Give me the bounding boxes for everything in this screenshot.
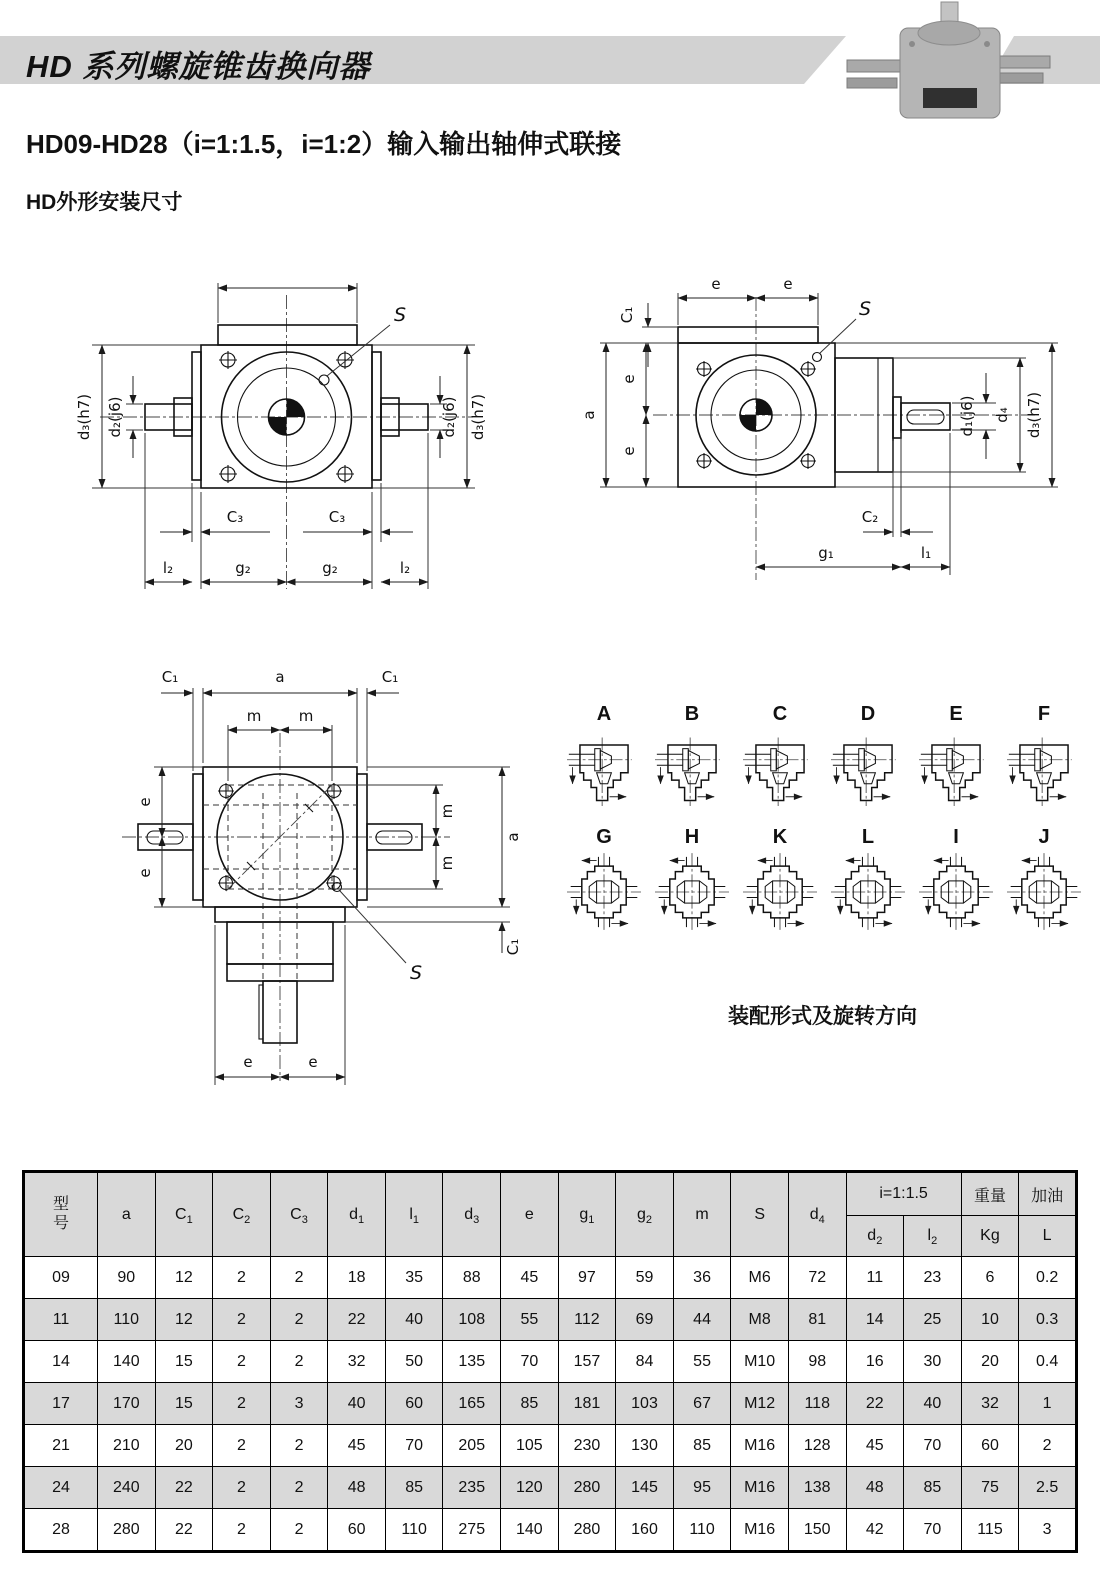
table-cell: 97	[558, 1257, 616, 1299]
table-cell: 15	[155, 1341, 213, 1383]
table-cell: 32	[961, 1383, 1019, 1425]
table-cell: 150	[788, 1509, 846, 1552]
assembly-form-icon	[831, 727, 905, 811]
assembly-form-icon	[1007, 850, 1081, 934]
assembly-form-icon	[567, 850, 641, 934]
table-cell: 138	[788, 1467, 846, 1509]
table-cell: 3	[270, 1383, 328, 1425]
table-cell: M10	[731, 1341, 789, 1383]
table-cell: 75	[961, 1467, 1019, 1509]
dim-label-d4: d₄	[993, 407, 1011, 423]
table-cell: 15	[155, 1383, 213, 1425]
table-cell: 235	[443, 1467, 501, 1509]
header-oil: 加油	[1019, 1172, 1077, 1216]
dim-label-d1: d₁(j6)	[958, 395, 976, 437]
table-row-14	[24, 1341, 1077, 1383]
dim-label-m: m	[438, 803, 456, 819]
dim-label-l1: l₁	[920, 544, 932, 562]
dim-label-g2: g₂	[235, 559, 251, 577]
table-header-cell: $g_2$	[616, 1172, 674, 1257]
dim-label-e: e	[308, 1053, 318, 1071]
table-cell: 36	[673, 1257, 731, 1299]
table-cell: 85	[501, 1383, 559, 1425]
dim-label-e: e	[136, 868, 154, 878]
table-cell: 20	[961, 1341, 1019, 1383]
assembly-form-D	[824, 703, 912, 816]
table-cell: 40	[385, 1299, 443, 1341]
table-cell: 2	[270, 1509, 328, 1552]
header-weight: 重量	[961, 1172, 1019, 1216]
table-cell: 70	[904, 1509, 962, 1552]
table-cell: 69	[616, 1299, 674, 1341]
table-cell: 84	[616, 1341, 674, 1383]
table-cell: 1	[1019, 1383, 1077, 1425]
table-cell: 2	[1019, 1425, 1077, 1467]
table-cell: 140	[98, 1341, 156, 1383]
table-cell: 22	[155, 1509, 213, 1552]
table-cell: 60	[961, 1425, 1019, 1467]
table-cell: 50	[385, 1341, 443, 1383]
table-row-11	[24, 1299, 1077, 1341]
table-cell: 0.2	[1019, 1257, 1077, 1299]
table-cell: 32	[328, 1341, 386, 1383]
table-cell: 22	[846, 1383, 904, 1425]
table-cell: 85	[673, 1425, 731, 1467]
table-cell: 108	[443, 1299, 501, 1341]
dim-label-g1: g₁	[818, 544, 834, 562]
assembly-form-letter: C	[772, 703, 788, 725]
table-header-cell: $C_1$	[155, 1172, 213, 1257]
assembly-form-letter: D	[860, 703, 876, 725]
table-header-cell: $d_1$	[328, 1172, 386, 1257]
assembly-form-F	[1000, 703, 1088, 816]
dimension-table	[22, 1170, 1078, 1553]
assembly-form-icon	[655, 727, 729, 811]
table-cell: 16	[846, 1341, 904, 1383]
table-cell: 128	[788, 1425, 846, 1467]
table-cell: 160	[616, 1509, 674, 1552]
table-cell: 103	[616, 1383, 674, 1425]
assembly-form-letter: H	[684, 826, 700, 848]
table-cell: 10	[961, 1299, 1019, 1341]
dim-label-c1: C₁	[618, 306, 636, 324]
assembly-form-icon	[567, 727, 641, 811]
table-cell: 3	[1019, 1509, 1077, 1552]
assembly-form-B	[648, 703, 736, 816]
table-cell: 95	[673, 1467, 731, 1509]
table-cell: M16	[731, 1509, 789, 1552]
table-cell: 2	[213, 1383, 271, 1425]
table-row-28	[24, 1509, 1077, 1552]
dim-label-e: e	[783, 275, 793, 293]
table-cell: 157	[558, 1341, 616, 1383]
table-header-cell: $d_4$	[788, 1172, 846, 1257]
table-cell: 0.4	[1019, 1341, 1077, 1383]
assembly-form-icon	[743, 850, 817, 934]
dim-label-e: e	[620, 374, 638, 384]
assembly-form-C	[736, 703, 824, 816]
assembly-form-icon	[919, 727, 993, 811]
assembly-form-letter: B	[684, 703, 700, 725]
table-cell: M16	[731, 1467, 789, 1509]
assembly-form-icon	[655, 850, 729, 934]
assembly-form-letter: F	[1037, 703, 1051, 725]
cell-model: 09	[24, 1257, 98, 1299]
table-row-17	[24, 1383, 1077, 1425]
assembly-form-G	[560, 826, 648, 939]
dim-label-d3: d₃(h7)	[469, 393, 487, 441]
cell-model: 14	[24, 1341, 98, 1383]
table-header-cell: $g_1$	[558, 1172, 616, 1257]
table-cell: 72	[788, 1257, 846, 1299]
table-row-21	[24, 1425, 1077, 1467]
table-cell: 2	[213, 1425, 271, 1467]
table-cell: 40	[904, 1383, 962, 1425]
cell-model: 28	[24, 1509, 98, 1552]
dim-label-d3: d₃(h7)	[1025, 391, 1043, 439]
table-cell: M6	[731, 1257, 789, 1299]
dim-label-e: e	[243, 1053, 253, 1071]
table-cell: 112	[558, 1299, 616, 1341]
assembly-form-J	[1000, 826, 1088, 939]
table-cell: 22	[155, 1467, 213, 1509]
table-cell: 2	[270, 1341, 328, 1383]
top-view-drawing	[58, 633, 568, 1108]
table-cell: 60	[328, 1509, 386, 1552]
assembly-forms	[560, 703, 1088, 949]
dim-label-e: e	[620, 446, 638, 456]
dim-label-d3: d₃(h7)	[75, 393, 93, 441]
table-header-cell: $d_3$	[443, 1172, 501, 1257]
table-cell: 70	[904, 1425, 962, 1467]
assembly-form-icon	[831, 850, 905, 934]
table-cell: 135	[443, 1341, 501, 1383]
table-cell: 2	[213, 1257, 271, 1299]
assembly-form-letter: L	[861, 826, 875, 848]
table-header-cell: $l_2$	[904, 1216, 962, 1257]
table-cell: 30	[904, 1341, 962, 1383]
table-cell: 6	[961, 1257, 1019, 1299]
table-cell: 170	[98, 1383, 156, 1425]
dim-label-c3: C₃	[328, 508, 346, 526]
subtitle: HD09-HD28（i=1:1.5，i=1:2）输入输出轴伸式联接	[26, 129, 622, 159]
table-cell: 130	[616, 1425, 674, 1467]
page-title: HD 系列螺旋锥齿换向器	[26, 49, 371, 84]
table-cell: 12	[155, 1299, 213, 1341]
table-cell: 48	[328, 1467, 386, 1509]
table-header-cell: a	[98, 1172, 156, 1257]
table-cell: 25	[904, 1299, 962, 1341]
table-cell: 55	[501, 1299, 559, 1341]
dim-label-d2: d₂(j6)	[106, 396, 124, 438]
table-cell: 2	[270, 1299, 328, 1341]
product-photo	[845, 0, 1055, 122]
assembly-form-letter: G	[596, 826, 612, 848]
table-cell: M12	[731, 1383, 789, 1425]
dimension-table-wrap	[22, 1170, 1078, 1553]
table-cell: 59	[616, 1257, 674, 1299]
table-row-24	[24, 1467, 1077, 1509]
dim-label-c1: C₁	[161, 668, 179, 686]
table-cell: 2	[213, 1509, 271, 1552]
table-cell: 70	[501, 1341, 559, 1383]
table-cell: 275	[443, 1509, 501, 1552]
dim-label-m: m	[246, 707, 262, 725]
assembly-form-I	[912, 826, 1000, 939]
table-cell: 230	[558, 1425, 616, 1467]
table-cell: 181	[558, 1383, 616, 1425]
dim-label-a: a	[580, 410, 598, 420]
table-cell: 280	[558, 1509, 616, 1552]
table-cell: 210	[98, 1425, 156, 1467]
dim-label-e: e	[136, 797, 154, 807]
table-cell: 48	[846, 1467, 904, 1509]
table-cell: 140	[501, 1509, 559, 1552]
table-cell: 81	[788, 1299, 846, 1341]
table-cell: 2	[270, 1257, 328, 1299]
table-cell: 22	[328, 1299, 386, 1341]
table-cell: 60	[385, 1383, 443, 1425]
table-cell: 165	[443, 1383, 501, 1425]
table-cell: 205	[443, 1425, 501, 1467]
table-cell: 12	[155, 1257, 213, 1299]
table-header-cell: e	[501, 1172, 559, 1257]
dim-label-c1: C₁	[381, 668, 399, 686]
table-cell: 45	[501, 1257, 559, 1299]
cell-model: 11	[24, 1299, 98, 1341]
dim-label-m: m	[438, 855, 456, 871]
table-cell: 55	[673, 1341, 731, 1383]
table-header-cell: $d_2$	[846, 1216, 904, 1257]
assembly-form-letter: I	[953, 826, 959, 848]
table-cell: 2	[270, 1425, 328, 1467]
dim-label-d2: d₂(j6)	[440, 396, 458, 438]
table-cell: 98	[788, 1341, 846, 1383]
assembly-form-letter: A	[596, 703, 612, 725]
cell-model: 24	[24, 1467, 98, 1509]
dim-label-l2: l₂	[162, 559, 174, 577]
table-cell: 2	[270, 1467, 328, 1509]
table-cell: 2	[213, 1341, 271, 1383]
table-header-cell: $C_2$	[213, 1172, 271, 1257]
dim-label-l2: l₂	[399, 559, 411, 577]
header-weight-unit: Kg	[961, 1216, 1019, 1257]
table-cell: 120	[501, 1467, 559, 1509]
table-cell: 110	[98, 1299, 156, 1341]
table-cell: 0.3	[1019, 1299, 1077, 1341]
cell-model: 17	[24, 1383, 98, 1425]
assembly-form-letter: E	[949, 703, 963, 725]
table-cell: 70	[385, 1425, 443, 1467]
table-cell: 2	[213, 1299, 271, 1341]
table-row-09	[24, 1257, 1077, 1299]
assembly-form-letter: K	[772, 826, 788, 848]
dim-label-m: m	[298, 707, 314, 725]
table-cell: 14	[846, 1299, 904, 1341]
dim-label-a: a	[275, 668, 285, 686]
assembly-form-icon	[1007, 727, 1081, 811]
dim-label-a: a	[504, 832, 522, 842]
side-view-drawing	[558, 245, 1088, 607]
assembly-form-K	[736, 826, 824, 939]
header-ratio-group: i=1:1.5	[846, 1172, 961, 1216]
table-cell: 280	[98, 1509, 156, 1552]
table-cell: M8	[731, 1299, 789, 1341]
table-cell: 20	[155, 1425, 213, 1467]
cell-model: 21	[24, 1425, 98, 1467]
dim-label-c3: C₃	[226, 508, 244, 526]
header-model: 型 号	[24, 1172, 98, 1257]
table-cell: 67	[673, 1383, 731, 1425]
dim-label-s: S	[410, 962, 423, 984]
assembly-caption: 装配形式及旋转方向	[728, 1005, 917, 1028]
assembly-form-A	[560, 703, 648, 816]
table-cell: 11	[846, 1257, 904, 1299]
table-cell: 23	[904, 1257, 962, 1299]
assembly-form-icon	[743, 727, 817, 811]
assembly-form-H	[648, 826, 736, 939]
assembly-form-L	[824, 826, 912, 939]
table-cell: 280	[558, 1467, 616, 1509]
dim-label-c1: C₁	[504, 938, 522, 956]
assembly-form-letter: J	[1038, 826, 1050, 848]
table-cell: 240	[98, 1467, 156, 1509]
table-cell: 90	[98, 1257, 156, 1299]
assembly-form-icon	[919, 850, 993, 934]
table-cell: 2.5	[1019, 1467, 1077, 1509]
table-header-cell: $l_1$	[385, 1172, 443, 1257]
table-header-cell: S	[731, 1172, 789, 1257]
header-oil-unit: L	[1019, 1216, 1077, 1257]
table-cell: 42	[846, 1509, 904, 1552]
front-view-drawing	[30, 237, 535, 605]
section-heading: HD外形安装尺寸	[26, 191, 183, 214]
assembly-form-E	[912, 703, 1000, 816]
dim-label-s: S	[859, 298, 872, 320]
table-cell: 44	[673, 1299, 731, 1341]
table-cell: 110	[673, 1509, 731, 1552]
dim-label-c2: C₂	[861, 508, 879, 526]
table-cell: 35	[385, 1257, 443, 1299]
table-cell: 45	[328, 1425, 386, 1467]
table-cell: 115	[961, 1509, 1019, 1552]
table-cell: 145	[616, 1467, 674, 1509]
table-header-cell: m	[673, 1172, 731, 1257]
dim-label-g2: g₂	[322, 559, 338, 577]
table-cell: 40	[328, 1383, 386, 1425]
table-cell: 118	[788, 1383, 846, 1425]
table-cell: 85	[904, 1467, 962, 1509]
table-cell: 105	[501, 1425, 559, 1467]
table-header-row-1	[24, 1172, 1077, 1216]
table-cell: 18	[328, 1257, 386, 1299]
table-cell: 110	[385, 1509, 443, 1552]
table-cell: 45	[846, 1425, 904, 1467]
table-cell: 2	[213, 1467, 271, 1509]
table-cell: M16	[731, 1425, 789, 1467]
table-cell: 85	[385, 1467, 443, 1509]
table-cell: 88	[443, 1257, 501, 1299]
table-header-cell: $C_3$	[270, 1172, 328, 1257]
dim-label-e: e	[711, 275, 721, 293]
dim-label-s: S	[394, 304, 407, 326]
